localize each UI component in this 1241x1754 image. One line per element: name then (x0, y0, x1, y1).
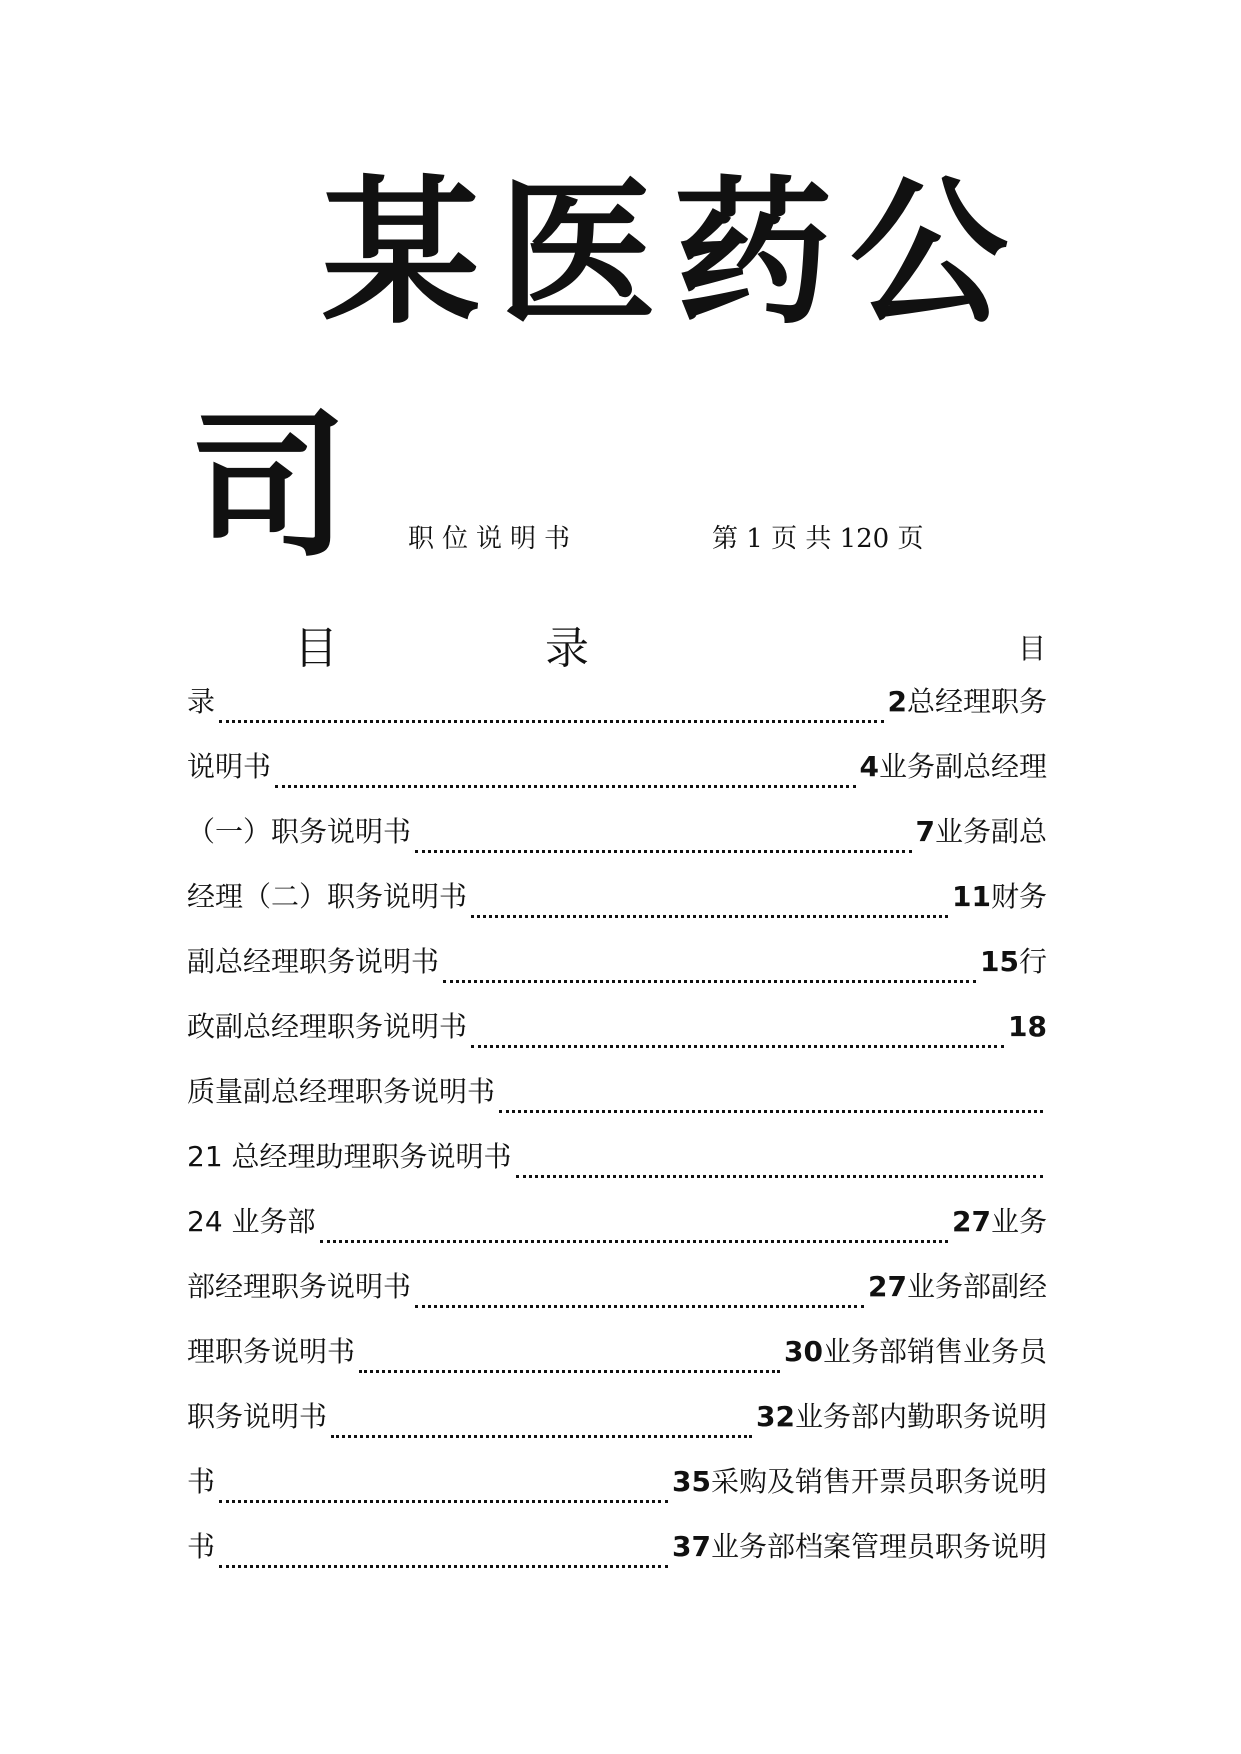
toc-row[interactable] (187, 1200, 1047, 1265)
toc-row[interactable] (187, 1005, 1047, 1070)
toc-row[interactable] (187, 680, 1047, 745)
toc-row[interactable] (187, 1070, 1047, 1135)
toc-entry-lead: 职务说明书 (187, 1400, 328, 1433)
toc-leader-dots (331, 1434, 752, 1438)
toc-page-number: 11 (952, 880, 991, 913)
toc-page-number: 4 (859, 750, 879, 783)
toc-entry-tail: 业务部副经 (906, 1270, 1047, 1303)
toc-page-number: 37 (672, 1530, 711, 1563)
toc-page-number: 27 (868, 1270, 907, 1303)
toc-leader-dots (415, 849, 911, 853)
toc-page-number: 2 (887, 685, 907, 718)
toc-entry-lead: 书 (187, 1530, 216, 1563)
toc-entry-tail: 财务 (990, 880, 1047, 913)
toc-entry-lead: 说明书 (187, 750, 272, 783)
table-of-contents (187, 680, 1047, 1590)
toc-leader-dots (219, 719, 883, 723)
toc-page-number: 18 (1008, 1010, 1047, 1043)
toc-entry-tail: 业务副总 (934, 815, 1047, 848)
toc-entry-tail: 业务部档案管理员职务说明 (710, 1530, 1047, 1563)
toc-entry-tail: 业务副总经理 (878, 750, 1047, 783)
toc-page-number: 30 (784, 1335, 823, 1368)
toc-row[interactable] (187, 1265, 1047, 1330)
toc-leader-dots (320, 1239, 948, 1243)
toc-page-number: 27 (952, 1205, 991, 1238)
toc-entry-lead: 书 (187, 1465, 216, 1498)
toc-entry-lead: 副总经理职务说明书 (187, 945, 440, 978)
toc-row[interactable] (187, 1525, 1047, 1590)
toc-page-number: 15 (980, 945, 1019, 978)
toc-entry-tail: 总经理职务 (906, 685, 1047, 718)
toc-title-part3: 目 (1018, 632, 1047, 665)
toc-title-part1: 目 (294, 623, 338, 674)
toc-entry-lead: 录 (187, 685, 216, 718)
toc-leader-dots (415, 1304, 864, 1308)
toc-row[interactable] (187, 810, 1047, 875)
toc-leader-dots (471, 914, 948, 918)
toc-page-number: 32 (756, 1400, 795, 1433)
toc-entry-lead: 经理（二）职务说明书 (187, 880, 468, 913)
page-number-label: 第 1 页 共 120 页 (712, 524, 924, 554)
toc-row[interactable] (187, 1395, 1047, 1460)
toc-entry-lead: 理职务说明书 (187, 1335, 356, 1368)
toc-entry-lead: 政副总经理职务说明书 (187, 1010, 468, 1043)
toc-leader-dots (275, 784, 855, 788)
toc-entry-lead: 24 业务部 (187, 1205, 316, 1238)
toc-row[interactable] (187, 1135, 1047, 1200)
toc-entry-lead: 质量副总经理职务说明书 (187, 1075, 496, 1108)
toc-entry-tail: 业务 (990, 1205, 1047, 1238)
toc-leader-dots (219, 1499, 668, 1503)
toc-leader-dots (443, 979, 976, 983)
toc-row[interactable] (187, 1460, 1047, 1525)
toc-page-number: 35 (672, 1465, 711, 1498)
toc-row[interactable] (187, 745, 1047, 810)
toc-entry-tail: 采购及销售开票员职务说明 (710, 1465, 1047, 1498)
toc-entry-lead: 部经理职务说明书 (187, 1270, 412, 1303)
toc-entry-tail: 业务部销售业务员 (822, 1335, 1047, 1368)
toc-leader-dots (359, 1369, 780, 1373)
company-title-line2: 司 (190, 394, 348, 579)
toc-entry-lead: 21 总经理助理职务说明书 (187, 1140, 512, 1173)
toc-entry-tail: 行 (1018, 945, 1047, 978)
toc-title-part2: 录 (545, 623, 589, 674)
toc-entry-lead: （一）职务说明书 (187, 815, 412, 848)
toc-row[interactable] (187, 940, 1047, 1005)
document-header-left: 职位说明书 (408, 524, 579, 554)
toc-leader-dots (471, 1044, 1004, 1048)
toc-row[interactable] (187, 875, 1047, 940)
toc-entry-tail: 业务部内勤职务说明 (794, 1400, 1047, 1433)
toc-leader-dots (516, 1174, 1043, 1178)
company-title-line1: 某医药公 (322, 161, 1026, 346)
toc-leader-dots (219, 1564, 668, 1568)
toc-page-number: 7 (915, 815, 935, 848)
toc-row[interactable] (187, 1330, 1047, 1395)
toc-leader-dots (499, 1109, 1043, 1113)
